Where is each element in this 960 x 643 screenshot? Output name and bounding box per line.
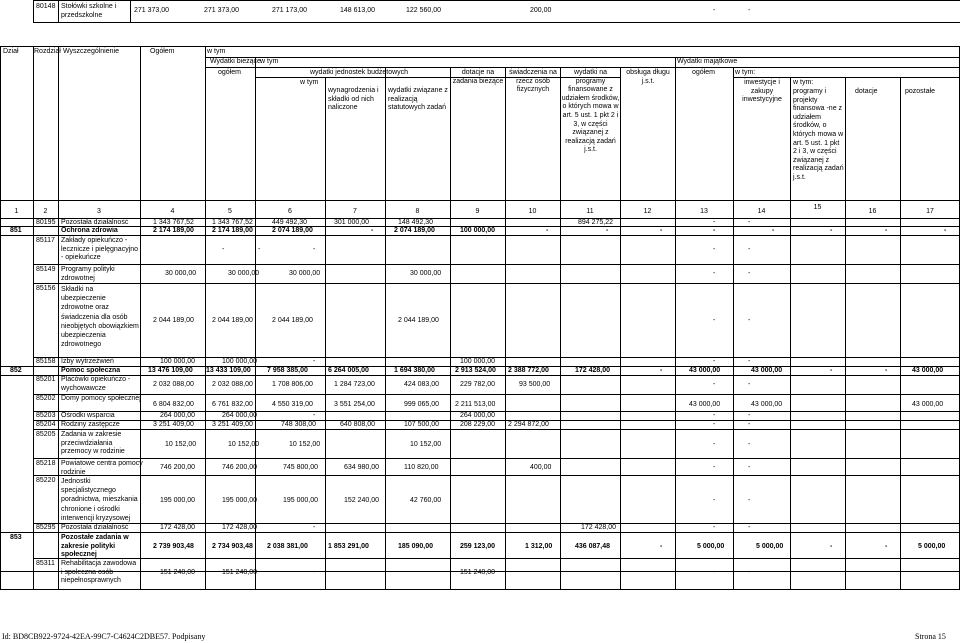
- cell: -: [313, 358, 316, 365]
- cell: 634 980,00: [344, 464, 380, 471]
- header-dotacje: dotacje: [855, 88, 878, 95]
- table-bottom-border: [0, 589, 960, 590]
- cell: 151 248,00: [460, 569, 496, 576]
- column-number: 15: [813, 204, 822, 211]
- cell: 3 551 254,00: [334, 401, 375, 408]
- header-ogolem: ogółem: [218, 69, 241, 76]
- cell: -: [748, 569, 751, 576]
- cell: -: [748, 412, 751, 419]
- column-border: [790, 571, 791, 589]
- row-code: 85149: [36, 266, 56, 273]
- cell: -: [748, 270, 751, 277]
- cell: 10 152,00: [165, 441, 197, 448]
- cell: 1 312,00: [525, 543, 553, 550]
- column-number: 16: [868, 208, 877, 215]
- row-code: 85201: [36, 376, 56, 383]
- cell: 3 251 409,00: [153, 421, 194, 428]
- column-number: 9: [475, 208, 480, 215]
- column-number: 11: [586, 208, 594, 215]
- row-code: 85218: [36, 460, 56, 467]
- cell: 2 913 524,00: [455, 367, 496, 374]
- cell: -: [713, 270, 716, 277]
- cell: 195 000,00: [222, 497, 258, 504]
- column-border: [58, 571, 59, 589]
- cell: -: [660, 367, 663, 374]
- cell: -: [748, 317, 751, 324]
- cell: -: [713, 524, 716, 531]
- summary-code: 80148: [36, 3, 56, 10]
- column-number: 5: [228, 208, 232, 215]
- cell: 151 248,00: [160, 569, 196, 576]
- header-wydatki-jednostek: wydatki jednostek budżetowych: [310, 69, 409, 76]
- header-programy-inwestycyjne: programy i projekty finansowa -ne z udziałem środków, o których mowa w art. 5 ust. 1 pkt 2 i 3, w części związanej z realizacją zadań j.s.t.: [793, 88, 844, 181]
- row-name: Składki na ubezpieczenie zdrowotne oraz świadczenia dla osób nieobjętych obowiązkiem ubezpieczenia zdrowotnego: [61, 286, 139, 349]
- cell: 1 343 767,52: [212, 219, 253, 226]
- cell: 172 428,00: [575, 367, 611, 374]
- cell: 746 200,00: [222, 464, 258, 471]
- cell: 2 074 189,00: [272, 227, 313, 234]
- row-name: Rehabilitacja zawodowa i społeczna osób niepełnosprawnych: [61, 560, 137, 585]
- header-ogolem: Ogółem: [150, 48, 175, 55]
- cell: 172 428,00: [160, 524, 196, 531]
- column-border: [560, 571, 561, 589]
- cell: 745 800,00: [283, 464, 319, 471]
- cell: 185 090,00: [398, 543, 434, 550]
- cell: 148 492,30: [398, 219, 434, 226]
- cell: -: [748, 246, 751, 253]
- cell: -: [713, 317, 716, 324]
- cell: 30 000,00: [228, 270, 260, 277]
- document-id: Id: BD8CB922-9724-42EA-99C7-C4624C2DBE57. Podpisany: [2, 632, 206, 641]
- row-name: Powiatowe centra pomocy rodzinie: [61, 460, 143, 476]
- header-w-tym: w tym:: [735, 69, 756, 76]
- row-name: Domy pomocy społecznej: [61, 395, 141, 402]
- summary-value: 271 373,00: [204, 7, 240, 14]
- row-dzial: 852: [10, 367, 22, 374]
- cell: 30 000,00: [289, 270, 321, 277]
- cell: 195 000,00: [283, 497, 319, 504]
- cell: -: [313, 524, 316, 531]
- cell: 2 734 903,48: [212, 543, 253, 550]
- header-wydatki-biezace: Wydatki bieżące: [210, 58, 261, 65]
- column-border: [140, 571, 141, 589]
- row-name: Zadania w zakresie przeciwdziałania przemocy w rodzinie: [61, 431, 125, 456]
- cell: 2 044 189,00: [153, 317, 194, 324]
- column-border: [205, 571, 206, 589]
- row-code: 85205: [36, 431, 56, 438]
- cell: -: [748, 381, 751, 388]
- cell: 43 000,00: [689, 367, 721, 374]
- cell: 301 000,00: [334, 219, 370, 226]
- cell: 1 708 806,00: [272, 381, 313, 388]
- cell: 2 174 189,00: [153, 227, 194, 234]
- cell: -: [748, 497, 751, 504]
- row-dzial: 853: [10, 534, 22, 541]
- cell: -: [313, 569, 316, 576]
- cell: 151 248,00: [222, 569, 258, 576]
- cell: -: [713, 246, 716, 253]
- cell: -: [748, 524, 751, 531]
- header-wynagrodzenia: wynagrodzenia i składki od nich naliczone: [328, 87, 379, 112]
- cell: -: [606, 227, 609, 234]
- cell: 2 032 088,00: [153, 381, 194, 388]
- header-dotacje-na-zadania: dotacje na zadania bieżące: [452, 69, 504, 85]
- summary-value: 271 373,00: [134, 7, 170, 14]
- row-dzial: 851: [10, 227, 22, 234]
- summary-value: 148 613,00: [340, 7, 376, 14]
- cell: 264 000,00: [160, 412, 196, 419]
- cell: -: [885, 543, 888, 550]
- row-name: Pozostałe zadania w zakresie polityki społecznej: [61, 534, 129, 559]
- row-code: 85203: [36, 412, 56, 419]
- column-number: 2: [43, 208, 48, 215]
- cell: 640 808,00: [340, 421, 376, 428]
- row-code: 80195: [36, 219, 56, 226]
- cell: 424 083,00: [404, 381, 440, 388]
- header-pozostale: pozostałe: [905, 88, 935, 95]
- column-number: 8: [415, 208, 420, 215]
- cell: -: [313, 246, 316, 253]
- row-name: Izby wytrzeźwień: [61, 358, 114, 365]
- row-code: 85295: [36, 524, 56, 531]
- row-name: Jednostki specjalistycznego poradnictwa, mieszkania chronione i ośrodki interwencji kryzysowej: [61, 478, 138, 522]
- cell: 7 958 385,00: [267, 367, 308, 374]
- row-code: 85117: [36, 237, 55, 244]
- cell: 449 492,30: [272, 219, 308, 226]
- cell: -: [713, 569, 716, 576]
- column-border: [733, 571, 734, 589]
- summary-value: 200,00: [530, 7, 552, 14]
- cell: 894 275,22: [578, 219, 614, 226]
- cell: 4 550 319,00: [272, 401, 313, 408]
- cell: 100 000,00: [460, 227, 496, 234]
- cell: 229 782,00: [460, 381, 496, 388]
- header-wydatki-statutowe: wydatki związane z realizacją statutowych zadań: [388, 87, 448, 112]
- cell: -: [713, 227, 716, 234]
- cell: 264 000,00: [460, 412, 496, 419]
- cell: 43 000,00: [751, 401, 783, 408]
- cell: -: [748, 421, 751, 428]
- cell: 2 044 189,00: [398, 317, 439, 324]
- cell: -: [830, 367, 833, 374]
- cell: -: [222, 246, 225, 253]
- cell: 2 211 513,00: [455, 401, 496, 408]
- page-number: Strona 15: [915, 632, 946, 641]
- cell: 2 294 872,00: [508, 421, 549, 428]
- column-border: [255, 571, 256, 589]
- cell: 43 000,00: [751, 367, 783, 374]
- header-inwestycje: inwestycje i zakupy inwestycyjne: [742, 79, 782, 104]
- cell: 748 308,00: [281, 421, 317, 428]
- cell: -: [748, 219, 751, 226]
- header-swiadczenia: świadczenia na rzecz osób fizycznych: [509, 69, 557, 94]
- row-name: Ochrona zdrowia: [61, 227, 118, 234]
- header-rozdzial: Rozdział: [34, 48, 61, 55]
- column-border: [33, 571, 34, 589]
- column-border: [450, 571, 451, 589]
- cell: -: [546, 227, 549, 234]
- header-obsluga-dlugu: obsługa długu j.s.t.: [626, 69, 670, 85]
- header-w-tym: w tym: [260, 58, 279, 65]
- cell: -: [748, 358, 751, 365]
- column-border: [325, 571, 326, 589]
- cell: 30 000,00: [165, 270, 197, 277]
- cell: 43 000,00: [912, 401, 944, 408]
- cell: 13 433 109,00: [206, 367, 251, 374]
- cell: 5 000,00: [918, 543, 946, 550]
- row-code: 85156: [36, 285, 56, 292]
- row-code: 85220: [36, 477, 56, 484]
- cell: 5 000,00: [697, 543, 725, 550]
- cell: -: [830, 543, 833, 550]
- summary-value: 271 173,00: [272, 7, 308, 14]
- cell: -: [944, 227, 947, 234]
- row-code: 85204: [36, 421, 56, 428]
- cell: 2 032 088,00: [212, 381, 253, 388]
- column-border: [505, 571, 506, 589]
- column-number: 6: [288, 208, 292, 215]
- row-code: 85311: [36, 560, 55, 567]
- summary-value: -: [713, 7, 716, 14]
- cell: 6 761 832,00: [212, 401, 253, 408]
- header-w-tym: w tym: [300, 79, 319, 86]
- row-name: Pomoc społeczna: [61, 367, 121, 374]
- row-code: 85158: [36, 358, 56, 365]
- column-border: [900, 571, 901, 589]
- column-number: 7: [353, 208, 357, 215]
- cell: -: [713, 441, 716, 448]
- cell: 43 000,00: [912, 367, 944, 374]
- column-number: 12: [643, 208, 652, 215]
- cell: -: [830, 227, 833, 234]
- cell: -: [713, 381, 716, 388]
- cell: -: [713, 497, 716, 504]
- cell: 259 123,00: [460, 543, 496, 550]
- cell: -: [713, 358, 716, 365]
- cell: 100 000,00: [160, 358, 196, 365]
- cell: 1 284 723,00: [334, 381, 375, 388]
- column-number: 13: [700, 208, 708, 215]
- cell: 107 500,00: [404, 421, 440, 428]
- cell: 42 760,00: [410, 497, 442, 504]
- cell: 746 200,00: [160, 464, 196, 471]
- cell: 93 500,00: [519, 381, 551, 388]
- column-number: 17: [926, 208, 934, 215]
- header-w-tym: w tym:: [793, 79, 814, 86]
- cell: 100 000,00: [222, 358, 258, 365]
- cell: 400,00: [530, 464, 552, 471]
- row-name: Rodziny zastępcze: [61, 421, 120, 428]
- column-border: [385, 571, 386, 589]
- cell: -: [660, 543, 663, 550]
- cell: 172 428,00: [222, 524, 258, 531]
- cell: -: [713, 464, 716, 471]
- row-name: Placówki opiekuńczo - wychowawcze: [61, 376, 131, 392]
- summary-value: -: [748, 7, 751, 14]
- cell: 1 694 380,00: [394, 367, 435, 374]
- cell: -: [713, 219, 716, 226]
- cell: 2 739 903,48: [153, 543, 194, 550]
- summary-value: 122 560,00: [406, 7, 442, 14]
- cell: 152 240,00: [344, 497, 380, 504]
- cell: -: [713, 412, 716, 419]
- cell: 5 000,00: [756, 543, 784, 550]
- table-left-border: [0, 571, 1, 589]
- cell: 208 229,00: [460, 421, 496, 428]
- cell: -: [371, 227, 374, 234]
- header-dzial: Dział: [3, 48, 19, 55]
- header-wyszczegolnienie: Wyszczególnienie: [63, 48, 119, 55]
- cell: 10 152,00: [228, 441, 260, 448]
- column-number: 14: [757, 208, 766, 215]
- column-border: [845, 571, 846, 589]
- cell: -: [772, 227, 775, 234]
- cell: 264 000,00: [222, 412, 258, 419]
- row-name: Programy polityki zdrowotnej: [61, 266, 115, 282]
- cell: 2 074 189,00: [394, 227, 435, 234]
- cell: -: [660, 227, 663, 234]
- header-ogolem: ogółem: [692, 69, 715, 76]
- cell: -: [313, 412, 316, 419]
- cell: 13 476 109,00: [148, 367, 193, 374]
- cell: 2 388 772,00: [508, 367, 549, 374]
- cell: 195 000,00: [160, 497, 196, 504]
- summary-name: Stołówki szkolne i przedszkolne: [61, 3, 117, 19]
- cell: 2 044 189,00: [212, 317, 253, 324]
- cell: 999 065,00: [404, 401, 440, 408]
- cell: 43 000,00: [689, 401, 721, 408]
- cell: -: [748, 464, 751, 471]
- cell: -: [713, 421, 716, 428]
- column-number: 10: [528, 208, 537, 215]
- row-name: Ośrodki wsparcia: [61, 412, 115, 419]
- cell: -: [258, 246, 261, 253]
- cell: 110 820,00: [404, 464, 439, 471]
- cell: 10 152,00: [410, 441, 442, 448]
- row-code: 85202: [36, 395, 56, 402]
- cell: 1 343 767,52: [153, 219, 194, 226]
- header-wydatki-na-programy: wydatki na programy finansowane z udziałem środków, o których mowa w art. 5 ust. 1 pkt 2 i 3, w części związanej z realizacją zadań j.s.t.: [561, 69, 620, 154]
- row-name: Zakłady opiekuńczo - lecznicze i pielęgnacyjno - opiekuńcze: [61, 237, 139, 262]
- row-name: Pozostała działalność: [61, 219, 129, 226]
- cell: 10 152,00: [289, 441, 321, 448]
- column-number: 4: [170, 208, 175, 215]
- column-number: 3: [97, 208, 101, 215]
- header-wydatki-majatkowe: Wydatki majątkowe: [677, 58, 738, 65]
- cell: 100 000,00: [460, 358, 496, 365]
- cell: 436 087,48: [575, 543, 611, 550]
- column-border: [620, 571, 621, 589]
- cell: 2 038 381,00: [267, 543, 308, 550]
- cell: 1 853 291,00: [328, 543, 369, 550]
- cell: 2 174 189,00: [212, 227, 253, 234]
- cell: -: [885, 227, 888, 234]
- cell: 30 000,00: [410, 270, 442, 277]
- cell: -: [885, 367, 888, 374]
- column-border: [675, 571, 676, 589]
- cell: 2 044 189,00: [272, 317, 313, 324]
- cell: 3 251 409,00: [212, 421, 253, 428]
- column-number: 1: [14, 208, 19, 215]
- cell: 6 264 005,00: [328, 367, 369, 374]
- cell: 6 804 832,00: [153, 401, 194, 408]
- cell: -: [748, 441, 751, 448]
- cell: 172 428,00: [581, 524, 617, 531]
- row-name: Pozostała działalność: [61, 524, 129, 531]
- header-w-tym: w tym: [207, 48, 226, 55]
